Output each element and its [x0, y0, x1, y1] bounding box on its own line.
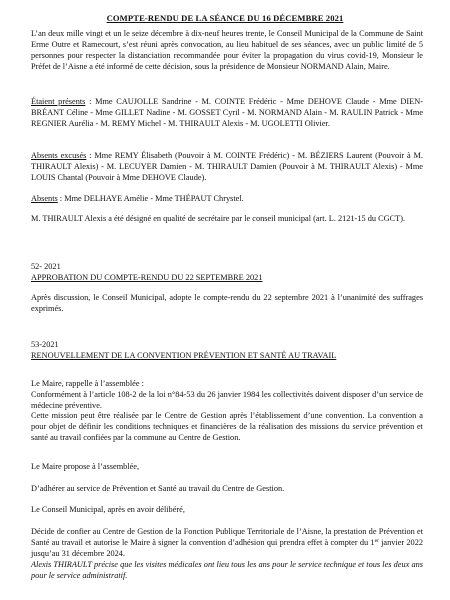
section-52-heading: APPROBATION DU COMPTE-RENDU DU 22 SEPTEMBRE 2021: [31, 273, 263, 282]
section-53-line-3: Cette mission peut être réalisée par le Centre de Gestion après l’établissement d’une convention. La convention a pour objet de définir les conditions techniques et financières de la réalisation des missions du service prévention et santé au travail confiées par la commune au Centre de Gestion.: [31, 411, 423, 442]
excused-label: Absents excusés: [31, 151, 87, 160]
decision-text-a: Décide de confier au Centre de Gestion de la Fonction Publique Territoriale de l’Aisne, la prestation de Prévention et Santé au travail et autorise le Maire à signer la convention d’adhésion qui prendra effet à compter du 1: [31, 527, 423, 547]
decision-text-b: janvier 2022 jusqu’au 31 décembre 2024.: [31, 537, 423, 558]
absent-names: : Mme DELHAYE Amélie - Mme THÉPAUT Chrystel.: [57, 194, 244, 203]
present-label: Étaient présents: [31, 97, 86, 106]
present-list: [31, 97, 423, 130]
page-title: COMPTE-RENDU DE LA SÉANCE DU 16 DÉCEMBRE 2021: [106, 13, 344, 23]
section-53-decision: [31, 527, 423, 560]
section-53-line-1: Le Maire, rappelle à l’assemblée :: [31, 379, 144, 388]
section-52-number: 52- 2021: [31, 262, 61, 271]
section-53-heading: RENOUVELLEMENT DE LA CONVENTION PRÉVENTION ET SANTÉ AU TRAVAIL: [31, 351, 337, 360]
section-53-line-5: D’adhérer au service de Prévention et Santé au travail du Centre de Gestion.: [31, 484, 285, 493]
section-53-number: 53-2021: [31, 340, 59, 349]
section-53-line-2: Conformément à l’article 108-2 de la loi n°84-53 du 26 janvier 1984 les collectivités doivent disposer d’un service de médecine préventive.: [31, 390, 423, 410]
section-52-body: Après discussion, le Conseil Municipal, adopte le compte-rendu du 22 septembre 2021 à l’unanimité des suffrages exprimés.: [31, 293, 423, 313]
excused-names: : Mme REMY Élisabeth (Pouvoir à M. COINTE Frédéric) - M. BÉZIERS Laurent (Pouvoir à M. THIRAULT Alexis) - M. LECUYER Damien - M. THIRAULT Damien (Pouvoir à M. THIRAULT Alexis) - Mme LOUIS Chantal (Pouvoir à Mme DEHOVE Claude).: [31, 151, 423, 182]
section-53-note: Alexis THIRAULT précise que les visites médicales ont lieu tous les ans pour le service technique et tous les deux ans pour le service administratif.: [31, 560, 423, 580]
intro-paragraph: L’an deux mille vingt et un le seize décembre à dix-neuf heures trente, le Conseil Municipal de la Commune de Saint Erme Outre et Ramecourt, s’est réuni après convocation, au lieu habituel de ses séances, avec un public limité de 5 personnes pour respecter la distanciation recommandée pour éviter la propagation du virus covid-19, Monsieur le Préfet de l’Aisne a été informé de cette décision, sous la présidence de Monsieur NORMAND Alain, Maire.: [31, 29, 423, 71]
section-53-line-6: Le Conseil Municipal, après en avoir délibéré,: [31, 505, 185, 514]
present-names: : Mme CAUJOLLE Sandrine - M. COINTE Frédéric - Mme DEHOVE Claude - Mme DIEN-BRÉANT Céline - Mme GILLET Nadine - M. GOSSET Cyril - M. NORMAND Alain - M. RAULIN Patrick - Mme REGNIER Aurélia - M. REMY Michel - M. THIRAULT Alexis - M. UGOLETTI Olivier.: [31, 97, 424, 128]
decision-superscript: er: [374, 537, 379, 544]
secretary-paragraph: M. THIRAULT Alexis a été désigné en qualité de secrétaire par le conseil municipal (art. L. 2121-15 du CGCT).: [31, 214, 406, 223]
excused-list: [31, 151, 423, 184]
absent-list: [31, 194, 423, 205]
absent-label: Absents: [31, 194, 58, 203]
section-53-line-4: Le Maire propose à l’assemblée,: [31, 462, 140, 471]
